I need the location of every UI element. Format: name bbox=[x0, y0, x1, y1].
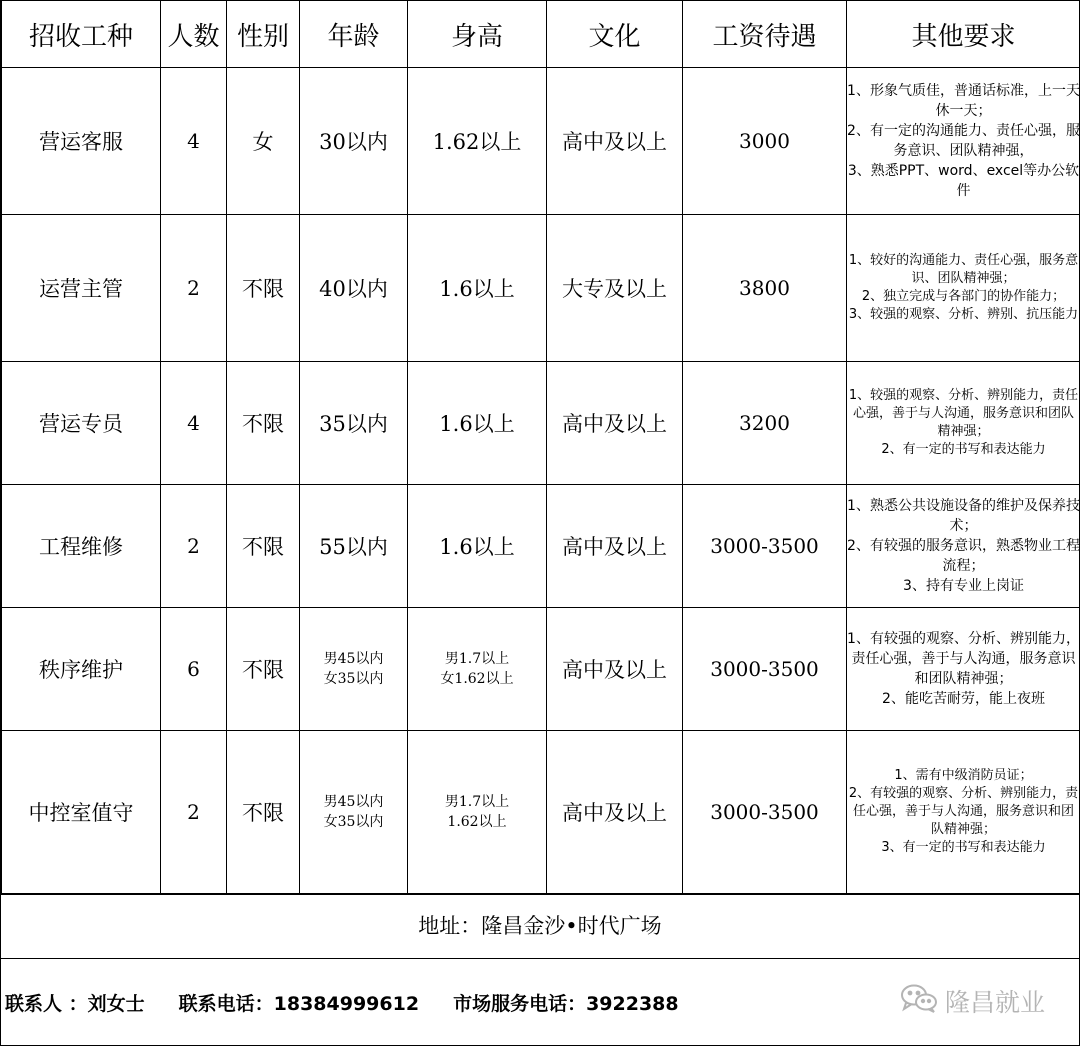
requirements bbox=[847, 608, 1080, 731]
requirements bbox=[847, 215, 1080, 362]
wechat-icon bbox=[899, 983, 945, 1019]
age-line: 30以内 bbox=[319, 130, 388, 154]
requirement-item: 2、能吃苦耐劳，能上夜班 bbox=[882, 691, 1045, 707]
salary: 3000 bbox=[683, 68, 847, 215]
job-title: 中控室值守 bbox=[2, 731, 161, 894]
height-limit bbox=[408, 731, 547, 894]
gender: 不限 bbox=[227, 608, 300, 731]
contact-person: 联系人 ：刘女士 bbox=[5, 993, 145, 1015]
job-title: 营运专员 bbox=[2, 362, 161, 485]
age-limit bbox=[300, 68, 408, 215]
age-line: 男45以内 bbox=[323, 651, 384, 667]
requirement-item: 2、有一定的书写和表达能力 bbox=[881, 442, 1046, 457]
salary: 3000-3500 bbox=[683, 485, 847, 608]
salary: 3000-3500 bbox=[683, 731, 847, 894]
headcount: 2 bbox=[161, 215, 227, 362]
requirement-item: 1、较好的沟通能力、责任心强，服务意识、团队精神强； bbox=[848, 253, 1079, 286]
job-title: 营运客服 bbox=[2, 68, 161, 215]
requirement-item: 3、有一定的书写和表达能力 bbox=[881, 840, 1046, 855]
gender: 不限 bbox=[227, 215, 300, 362]
job-title: 秩序维护 bbox=[2, 608, 161, 731]
height-limit bbox=[408, 68, 547, 215]
requirement-item: 1、有较强的观察、分析、辨别能力，责任心强，善于与人沟通，服务意识和团队精神强； bbox=[847, 631, 1080, 687]
requirement-item: 2、有一定的沟通能力、责任心强，服务意识、团队精神强， bbox=[847, 123, 1080, 159]
height-line: 1.6以上 bbox=[439, 535, 515, 559]
headcount: 4 bbox=[161, 68, 227, 215]
salary: 3200 bbox=[683, 362, 847, 485]
requirement-item: 1、需有中级消防员证； bbox=[894, 768, 1033, 783]
requirement-item: 2、有较强的观察、分析、辨别能力，责任心强，善于与人沟通，服务意识和团队精神强； bbox=[848, 786, 1079, 837]
table-row bbox=[2, 362, 1080, 485]
headcount: 6 bbox=[161, 608, 227, 731]
requirement-item: 3、熟悉PPT、word、excel等办公软件 bbox=[847, 163, 1080, 199]
education: 高中及以上 bbox=[547, 731, 683, 894]
contact-line bbox=[5, 989, 679, 1016]
address-text: 地址：隆昌金沙•时代广场 bbox=[418, 914, 662, 938]
requirements bbox=[847, 68, 1080, 215]
headcount: 2 bbox=[161, 485, 227, 608]
age-limit bbox=[300, 608, 408, 731]
table-row bbox=[2, 485, 1080, 608]
age-line: 55以内 bbox=[319, 535, 388, 559]
table-row bbox=[2, 731, 1080, 894]
height-line: 女1.62以上 bbox=[440, 671, 514, 687]
height-line: 1.62以上 bbox=[432, 130, 522, 154]
address-row bbox=[1, 894, 1079, 958]
height-limit bbox=[408, 485, 547, 608]
table-row bbox=[2, 215, 1080, 362]
height-line: 1.6以上 bbox=[439, 412, 515, 436]
header-age: 年龄 bbox=[300, 1, 408, 68]
salary: 3000-3500 bbox=[683, 608, 847, 731]
age-line: 40以内 bbox=[319, 277, 388, 301]
height-line: 1.62以上 bbox=[447, 814, 507, 830]
height-line: 男1.7以上 bbox=[444, 651, 510, 667]
header-row bbox=[2, 1, 1080, 68]
job-title: 工程维修 bbox=[2, 485, 161, 608]
education: 高中及以上 bbox=[547, 362, 683, 485]
header-requirements: 其他要求 bbox=[847, 1, 1080, 68]
requirement-item: 1、较强的观察、分析、辨别能力，责任心强，善于与人沟通，服务意识和团队精神强； bbox=[848, 388, 1079, 439]
age-line: 男45以内 bbox=[323, 794, 384, 810]
recruitment-table bbox=[1, 0, 1080, 894]
market-service-phone: 市场服务电话：3922388 bbox=[453, 993, 679, 1015]
header-education: 文化 bbox=[547, 1, 683, 68]
table-row bbox=[2, 68, 1080, 215]
education: 高中及以上 bbox=[547, 485, 683, 608]
headcount: 4 bbox=[161, 362, 227, 485]
age-line: 35以内 bbox=[319, 412, 388, 436]
requirement-item: 3、较强的观察、分析、辨别、抗压能力 bbox=[848, 307, 1079, 322]
header-salary: 工资待遇 bbox=[683, 1, 847, 68]
table-row bbox=[2, 608, 1080, 731]
contact-row bbox=[1, 958, 1079, 1046]
age-line: 女35以内 bbox=[323, 671, 384, 687]
education: 高中及以上 bbox=[547, 608, 683, 731]
header-gender: 性别 bbox=[227, 1, 300, 68]
header-job: 招收工种 bbox=[2, 1, 161, 68]
header-height: 身高 bbox=[408, 1, 547, 68]
gender: 不限 bbox=[227, 731, 300, 894]
requirement-item: 1、熟悉公共设施设备的维护及保养技术； bbox=[847, 498, 1080, 534]
header-count: 人数 bbox=[161, 1, 227, 68]
age-limit bbox=[300, 215, 408, 362]
height-limit bbox=[408, 608, 547, 731]
age-limit bbox=[300, 731, 408, 894]
gender: 不限 bbox=[227, 362, 300, 485]
contact-phone: 联系电话：18384999612 bbox=[178, 993, 420, 1015]
age-limit bbox=[300, 362, 408, 485]
requirement-item: 3、持有专业上岗证 bbox=[903, 578, 1024, 594]
watermark bbox=[899, 983, 1045, 1019]
gender: 不限 bbox=[227, 485, 300, 608]
requirement-item: 1、形象气质佳，普通话标准，上一天休一天； bbox=[847, 83, 1080, 119]
requirements bbox=[847, 362, 1080, 485]
height-line: 1.6以上 bbox=[439, 277, 515, 301]
requirements bbox=[847, 731, 1080, 894]
headcount: 2 bbox=[161, 731, 227, 894]
education: 高中及以上 bbox=[547, 68, 683, 215]
education: 大专及以上 bbox=[547, 215, 683, 362]
requirement-item: 2、独立完成与各部门的协作能力； bbox=[861, 289, 1066, 304]
requirements bbox=[847, 485, 1080, 608]
height-limit bbox=[408, 362, 547, 485]
gender: 女 bbox=[227, 68, 300, 215]
height-line: 男1.7以上 bbox=[444, 794, 510, 810]
height-limit bbox=[408, 215, 547, 362]
job-title: 运营主管 bbox=[2, 215, 161, 362]
requirement-item: 2、有较强的服务意识，熟悉物业工程流程； bbox=[847, 538, 1080, 574]
age-line: 女35以内 bbox=[323, 814, 384, 830]
salary: 3800 bbox=[683, 215, 847, 362]
age-limit bbox=[300, 485, 408, 608]
watermark-text: 隆昌就业 bbox=[944, 988, 1045, 1017]
